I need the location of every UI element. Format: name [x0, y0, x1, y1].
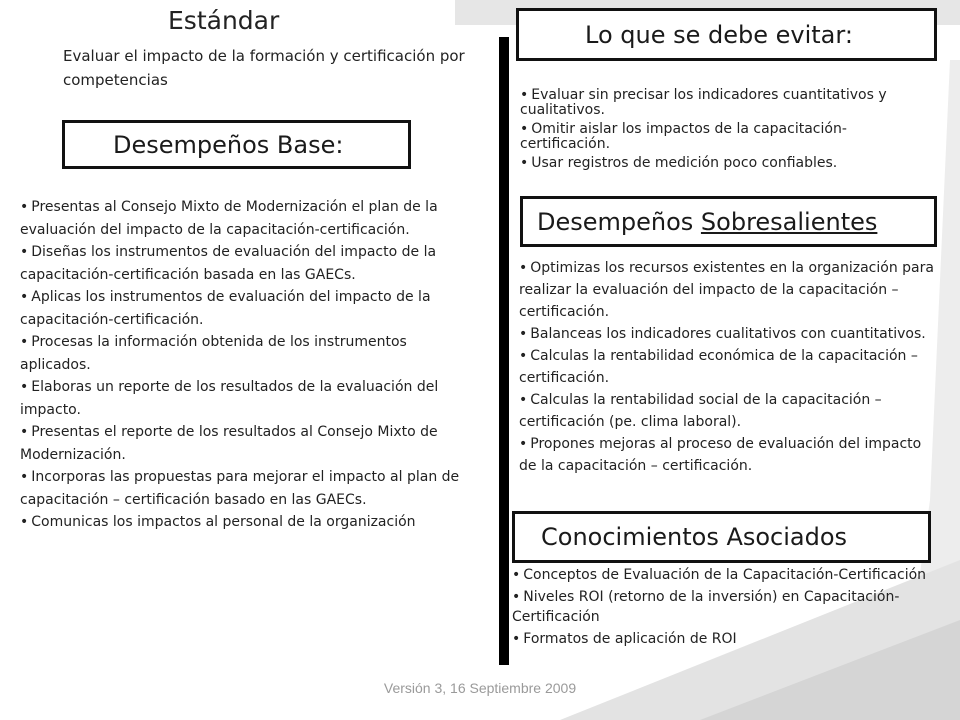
bullet-icon: •	[512, 567, 521, 583]
list-item: • Calculas la rentabilidad social de la capacitación – certificación (pe. clima laboral).	[519, 392, 882, 430]
desempenos-base-list	[20, 196, 478, 534]
sobresalientes-heading-box	[520, 196, 937, 247]
conocimientos-heading: Conocimientos Asociados	[541, 523, 848, 551]
evitar-heading-box	[516, 8, 937, 61]
page-subtitle: Evaluar el impacto de la formación y certificación por competencias	[63, 47, 465, 89]
list-item: • Diseñas los instrumentos de evaluación del impacto de la capacitación-certificación basada en las GAECs.	[20, 244, 437, 283]
evitar-heading: Lo que se debe evitar:	[585, 20, 853, 49]
list-item: • Omitir aislar los impactos de la capacitación-certificación.	[520, 121, 847, 152]
bullet-icon: •	[512, 589, 521, 605]
sobresalientes-heading-underlined: Sobresalientes	[700, 207, 878, 236]
sobresalientes-list	[519, 257, 939, 477]
list-item: • Calculas la rentabilidad económica de la capacitación – certificación.	[519, 348, 918, 386]
conocimientos-heading-box	[512, 511, 931, 563]
sobresalientes-heading-prefix: Desempeños	[537, 207, 701, 236]
bullet-icon: •	[519, 326, 528, 342]
bullet-icon: •	[519, 260, 528, 276]
list-item: • Propones mejoras al proceso de evaluación del impacto de la capacitación – certificación.	[519, 436, 922, 474]
list-item: • Incorporas las propuestas para mejorar el impacto al plan de capacitación – certificación basado en las GAECs.	[20, 469, 460, 508]
version-footer: Versión 3, 16 Septiembre 2009	[383, 680, 577, 696]
bullet-icon: •	[20, 424, 29, 440]
list-item: • Formatos de aplicación de ROI	[512, 631, 737, 647]
desempenos-base-heading: Desempeños Base:	[113, 130, 344, 159]
list-item: • Niveles ROI (retorno de la inversión) en Capacitación-Certificación	[512, 589, 900, 625]
list-item: • Usar registros de medición poco confiables.	[520, 155, 838, 171]
list-item: • Presentas el reporte de los resultados al Consejo Mixto de Modernización.	[20, 424, 438, 463]
bullet-icon: •	[20, 379, 29, 395]
bullet-icon: •	[512, 631, 521, 647]
list-item: • Aplicas los instrumentos de evaluación del impacto de la capacitación-certificación.	[20, 289, 431, 328]
list-item: • Balanceas los indicadores cualitativos con cuantitativos.	[519, 326, 926, 342]
list-item: • Optimizas los recursos existentes en la organización para realizar la evaluación del impacto de la capacitación – certificación.	[519, 260, 934, 320]
bullet-icon: •	[519, 348, 528, 364]
bullet-icon: •	[20, 469, 29, 485]
bullet-icon: •	[20, 334, 29, 350]
bullet-icon: •	[519, 392, 528, 408]
bullet-icon: •	[519, 436, 528, 452]
conocimientos-list	[512, 565, 937, 649]
bullet-icon: •	[20, 289, 29, 305]
list-item: • Conceptos de Evaluación de la Capacitación-Certificación	[512, 567, 927, 583]
bullet-icon: •	[20, 514, 29, 530]
list-item: • Elaboras un reporte de los resultados de la evaluación del impacto.	[20, 379, 439, 418]
list-item: • Presentas al Consejo Mixto de Modernización el plan de la evaluación del impacto de la capacitación-certificación.	[20, 199, 438, 238]
bullet-icon: •	[520, 121, 529, 137]
list-item: • Procesas la información obtenida de los instrumentos aplicados.	[20, 334, 407, 373]
page-title: Estándar	[168, 6, 280, 35]
bullet-icon: •	[520, 155, 529, 171]
evitar-list	[520, 88, 930, 171]
list-item: • Comunicas los impactos al personal de la organización	[20, 514, 416, 530]
list-item: • Evaluar sin precisar los indicadores cuantitativos y cualitativos.	[520, 87, 887, 118]
vertical-divider	[499, 37, 509, 665]
bullet-icon: •	[20, 244, 29, 260]
bullet-icon: •	[520, 87, 529, 103]
bullet-icon: •	[20, 199, 29, 215]
desempenos-base-heading-box	[62, 120, 411, 169]
